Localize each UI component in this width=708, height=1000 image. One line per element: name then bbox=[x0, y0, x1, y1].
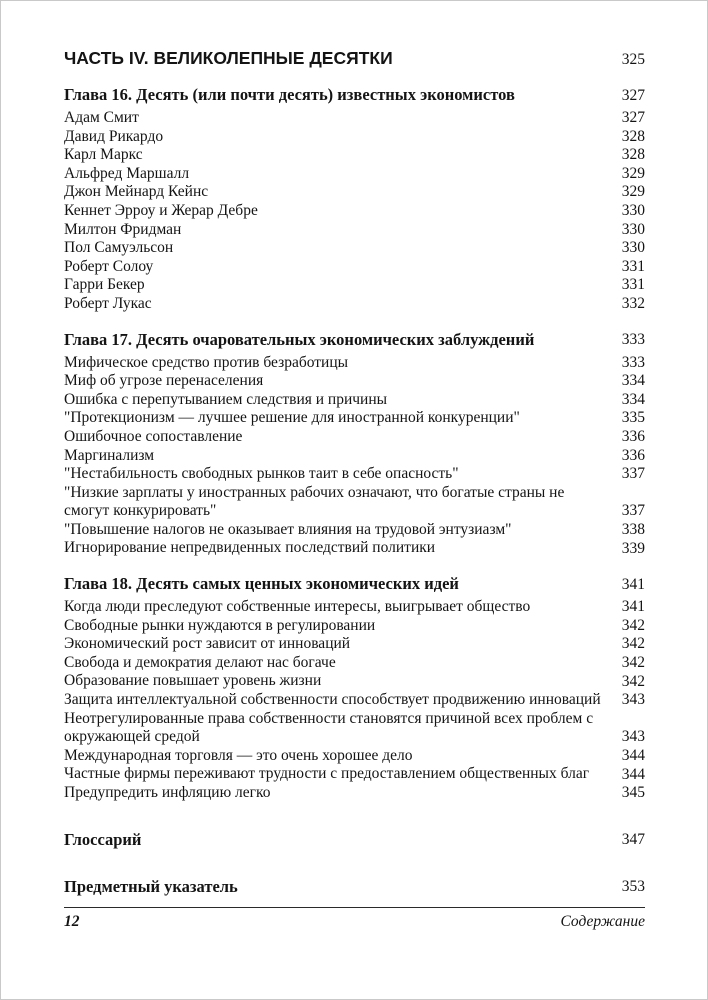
toc-extra-title: Глоссарий bbox=[64, 829, 142, 849]
toc-entry bbox=[64, 372, 645, 391]
toc-entry bbox=[64, 409, 645, 428]
toc-entry-page: 330 bbox=[621, 220, 645, 238]
toc-entry-title: Адам Смит bbox=[64, 109, 139, 126]
toc-part bbox=[64, 47, 645, 69]
footer-page-number: 12 bbox=[64, 913, 80, 930]
toc-entry-title: Мифическое средство против безработицы bbox=[64, 353, 349, 371]
toc-entry-page: 342 bbox=[621, 672, 645, 690]
toc-entry-title: Образование повышает уровень жизни bbox=[64, 672, 322, 690]
toc-entry-page: 332 bbox=[621, 295, 645, 313]
toc-entry-title: "Повышение налогов не оказывает влияния на трудовой энтузиазм" bbox=[64, 520, 512, 538]
toc-entry-page: 339 bbox=[621, 539, 645, 557]
toc-entry-title: Карл Маркс bbox=[64, 146, 143, 164]
toc-entry-title: Роберт Лукас bbox=[64, 294, 152, 312]
toc-extra bbox=[64, 876, 645, 897]
toc-entry bbox=[64, 691, 645, 710]
toc-entry-page: 331 bbox=[621, 257, 645, 275]
toc bbox=[64, 47, 645, 897]
toc-entry bbox=[64, 447, 645, 466]
toc-chapter-title: Глава 16. Десять (или почти десять) известных экономистов bbox=[64, 85, 515, 104]
toc-entry-title: Миф об угрозе перенаселения bbox=[64, 372, 264, 390]
toc-entry-title: Когда люди преследуют собственные интересы, выигрывает общество bbox=[64, 598, 531, 616]
toc-extra-page: 347 bbox=[621, 831, 645, 849]
toc-entry bbox=[64, 109, 645, 128]
toc-entry-page: 328 bbox=[621, 146, 645, 164]
toc-entry-page: 337 bbox=[621, 465, 645, 483]
toc-entry-title: "Низкие зарплаты у иностранных рабочих означают, что богатые страны не смогут конкурировать" bbox=[64, 483, 565, 520]
toc-entry-title: Международная торговля — это очень хорошее дело bbox=[64, 746, 413, 764]
toc-entry-title: Частные фирмы переживают трудности с предоставлением общественных благ bbox=[64, 765, 590, 783]
page-footer bbox=[64, 907, 645, 931]
toc-entry bbox=[64, 484, 645, 521]
toc-entry-page: 341 bbox=[621, 598, 645, 616]
toc-entry-page: 336 bbox=[621, 446, 645, 464]
toc-entry-title: "Протекционизм — лучшее решение для иностранной конкуренции" bbox=[64, 409, 520, 427]
toc-chapter-title: Глава 17. Десять очаровательных экономических заблуждений bbox=[64, 329, 535, 349]
toc-entry bbox=[64, 165, 645, 184]
toc-chapter-page: 341 bbox=[621, 575, 645, 593]
toc-entry bbox=[64, 183, 645, 202]
toc-section bbox=[64, 329, 645, 559]
toc-entry bbox=[64, 221, 645, 240]
toc-entry bbox=[64, 617, 645, 636]
toc-entry bbox=[64, 354, 645, 373]
toc-entry bbox=[64, 295, 645, 314]
toc-entry bbox=[64, 598, 645, 617]
toc-chapter-page: 333 bbox=[621, 331, 645, 349]
toc-entry-title: Гарри Бекер bbox=[64, 276, 145, 294]
toc-entry-page: 331 bbox=[621, 276, 645, 294]
toc-entry bbox=[64, 465, 645, 484]
toc-entry-page: 344 bbox=[621, 746, 645, 764]
toc-entry-page: 343 bbox=[621, 691, 645, 709]
toc-entry-page: 330 bbox=[621, 202, 645, 220]
toc-entry bbox=[64, 428, 645, 447]
footer-section-label: Содержание bbox=[560, 913, 645, 930]
toc-entry bbox=[64, 784, 645, 803]
toc-chapter bbox=[64, 573, 645, 594]
toc-entry bbox=[64, 672, 645, 691]
toc-entry-page: 330 bbox=[621, 239, 645, 257]
toc-entry bbox=[64, 747, 645, 766]
toc-entry-title: Давид Рикардо bbox=[64, 127, 164, 145]
toc-entry bbox=[64, 239, 645, 258]
toc-entry bbox=[64, 128, 645, 147]
toc-entry-title: "Нестабильность свободных рынков таит в себе опасность" bbox=[64, 465, 459, 483]
toc-extra-page: 353 bbox=[621, 878, 645, 896]
toc-entry-page: 334 bbox=[621, 372, 645, 390]
toc-entry bbox=[64, 521, 645, 540]
toc-chapter bbox=[64, 84, 645, 105]
toc-entry-page: 342 bbox=[621, 653, 645, 671]
toc-entry bbox=[64, 539, 645, 558]
toc-entry-title: Свободные рынки нуждаются в регулировании bbox=[64, 616, 376, 634]
toc-section bbox=[64, 84, 645, 314]
toc-entry bbox=[64, 765, 645, 784]
toc-entry-title: Маргинализм bbox=[64, 446, 155, 464]
toc-entry-title: Кеннет Эрроу и Жерар Дебре bbox=[64, 201, 258, 219]
toc-entry bbox=[64, 276, 645, 295]
toc-entry-title: Свобода и демократия делают нас богаче bbox=[64, 653, 336, 671]
toc-entry-page: 329 bbox=[621, 164, 645, 182]
toc-entry-page: 338 bbox=[621, 520, 645, 538]
toc-extra-title: Предметный указатель bbox=[64, 876, 238, 896]
toc-entry-title: Предупредить инфляцию легко bbox=[64, 784, 271, 801]
toc-entry-title: Игнорирование непредвиденных последствий политики bbox=[64, 539, 436, 557]
toc-entry-page: 335 bbox=[621, 409, 645, 427]
toc-entry-page: 328 bbox=[621, 127, 645, 145]
toc-entry-page: 333 bbox=[621, 353, 645, 371]
toc-entry-page: 327 bbox=[621, 109, 645, 127]
toc-extra bbox=[64, 829, 645, 850]
toc-entry bbox=[64, 258, 645, 277]
toc-entry-title: Джон Мейнард Кейнс bbox=[64, 183, 209, 201]
toc-part-title: ЧАСТЬ IV. ВЕЛИКОЛЕПНЫЕ ДЕСЯТКИ bbox=[64, 48, 393, 68]
toc-body bbox=[64, 84, 645, 897]
toc-entry-title: Альфред Маршалл bbox=[64, 164, 190, 182]
toc-entry-page: 344 bbox=[621, 765, 645, 783]
toc-entry bbox=[64, 202, 645, 221]
toc-entry-title: Неотрегулированные права собственности становятся причиной всех проблем с окружающей средой bbox=[64, 709, 594, 746]
toc-entry bbox=[64, 635, 645, 654]
toc-entry bbox=[64, 146, 645, 165]
toc-chapter-page: 327 bbox=[621, 86, 645, 104]
toc-entry-page: 337 bbox=[621, 502, 645, 520]
toc-entry-page: 342 bbox=[621, 616, 645, 634]
toc-entry-title: Ошибочное сопоставление bbox=[64, 427, 243, 445]
toc-entry-page: 329 bbox=[621, 183, 645, 201]
toc-entry-title: Защита интеллектуальной собственности способствует продвижению инноваций bbox=[64, 691, 601, 709]
toc-chapter-title: Глава 18. Десять самых ценных экономических идей bbox=[64, 574, 459, 594]
toc-entry bbox=[64, 391, 645, 410]
toc-entry-page: 336 bbox=[621, 428, 645, 445]
toc-entry bbox=[64, 710, 645, 747]
toc-entry bbox=[64, 654, 645, 673]
toc-entry-page: 334 bbox=[621, 390, 645, 408]
toc-part-page: 325 bbox=[621, 50, 645, 68]
toc-entry-page: 342 bbox=[621, 635, 645, 653]
toc-entry-title: Милтон Фридман bbox=[64, 220, 182, 238]
toc-entry-title: Экономический рост зависит от инноваций bbox=[64, 635, 351, 653]
toc-entry-title: Ошибка с перепутыванием следствия и причины bbox=[64, 390, 388, 408]
toc-entry-title: Пол Самуэльсон bbox=[64, 239, 174, 257]
toc-entry-title: Роберт Солоу bbox=[64, 257, 154, 275]
toc-entry-page: 343 bbox=[621, 728, 645, 746]
toc-section bbox=[64, 573, 645, 803]
toc-entry-page: 345 bbox=[621, 784, 645, 802]
toc-chapter bbox=[64, 329, 645, 350]
